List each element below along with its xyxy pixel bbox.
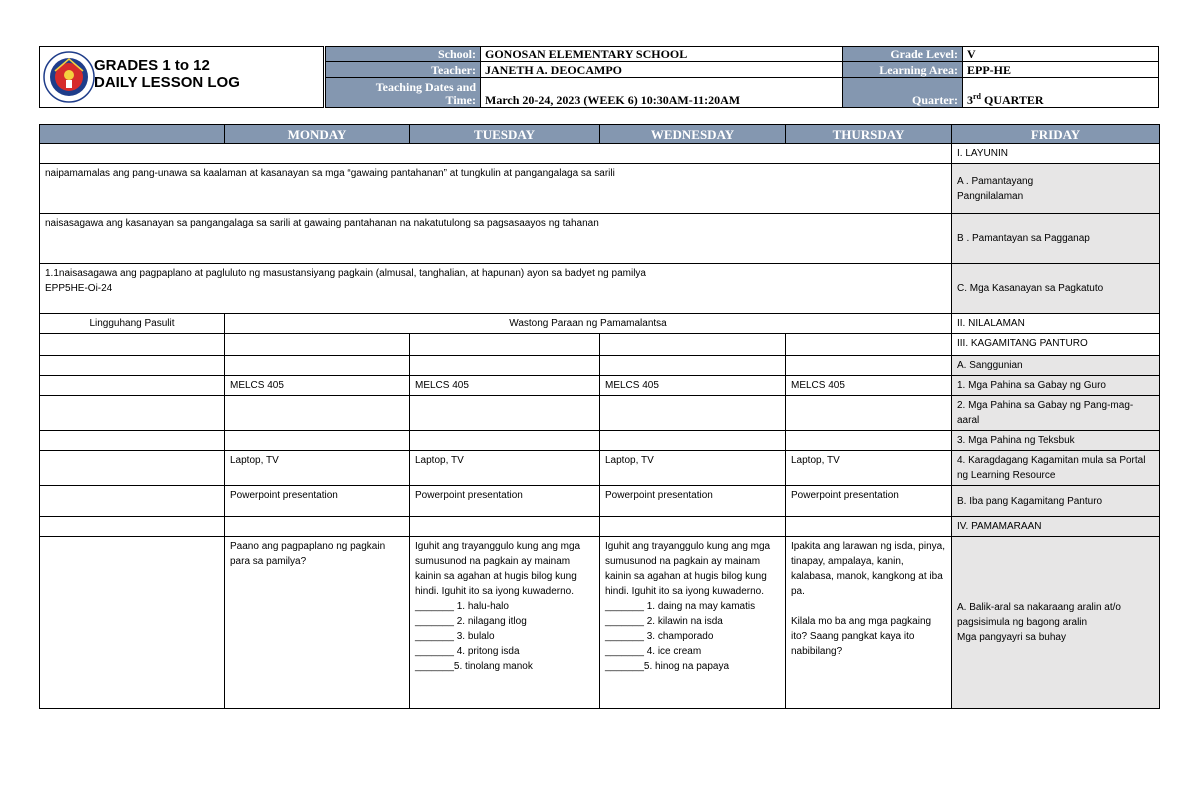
gabay-guro-label: 1. Mga Pahina sa Gabay ng Guro <box>952 376 1160 396</box>
day-wednesday: WEDNESDAY <box>600 125 786 144</box>
cell <box>410 431 600 451</box>
cell <box>225 517 410 537</box>
cell <box>40 376 225 396</box>
kagamitan-label: III. KAGAMITANG PANTURO <box>952 334 1160 356</box>
guro-monday: MELCS 405 <box>225 376 410 396</box>
kasanayan-text: 1.1naisasagawa ang pagpaplano at pagluluto ng masustansiyang pagkain (almusal, tanghalian, at hapunan) ayon sa badyet ng pamilya EPP5HE-Oi-24 <box>40 264 952 314</box>
cell <box>40 334 225 356</box>
cell <box>786 334 952 356</box>
lr-tuesday: Laptop, TV <box>410 451 600 486</box>
cell <box>40 396 225 431</box>
cell <box>40 537 225 709</box>
pamamaraan-label: IV. PAMAMARAAN <box>952 517 1160 537</box>
school-value: GONOSAN ELEMENTARY SCHOOL <box>481 47 843 62</box>
gabay-magaaral-row <box>40 396 1160 431</box>
form-title <box>94 57 240 91</box>
teaching-dates-value: March 20-24, 2023 (WEEK 6) 10:30AM-11:20AM <box>481 77 843 108</box>
form-title-line2: DAILY LESSON LOG <box>94 74 240 91</box>
balik-aral-label: A. Balik-aral sa nakaraang aralin at/o pagsisimula ng bagong aralin Mga pangyayri sa buhay <box>952 537 1160 709</box>
day-thursday: THURSDAY <box>786 125 952 144</box>
cell <box>600 356 786 376</box>
balik-aral-wednesday: Iguhit ang trayanggulo kung ang mga sumusunod na pagkain ay mainam kainin sa agahan at hugis bilog kung hindi. Iguhit ito sa iyong kuwaderno. _______ 1. daing na may kamatis _______ 2. kilawin na isda _______ 3. champorado _______ 4. ice cream _______5. hinog na papaya <box>600 537 786 709</box>
learning-resource-label: 4. Karagdagang Kagamitan mula sa Portal ng Learning Resource <box>952 451 1160 486</box>
balik-aral-tuesday: Iguhit ang trayanggulo kung ang mga sumusunod na pagkain ay mainam kainin sa agahan at hugis bilog kung hindi. Iguhit ito sa iyong kuwaderno. _______ 1. halu-halo _______ 2. nilagang itlog _______ 3. bulalo _______ 4. pritong isda _______5. tinolang manok <box>410 537 600 709</box>
cell <box>225 356 410 376</box>
cell <box>786 356 952 376</box>
iba-pang-kagamitan-row <box>40 486 1160 517</box>
day-tuesday: TUESDAY <box>410 125 600 144</box>
deped-seal-icon <box>43 51 95 103</box>
cell <box>410 396 600 431</box>
nilalaman-text: Wastong Paraan ng Pamamalantsa <box>225 314 952 334</box>
guro-tuesday: MELCS 405 <box>410 376 600 396</box>
school-label: School: <box>326 47 481 62</box>
learning-area-label: Learning Area: <box>843 62 963 77</box>
pamantayang-label: A . Pamantayang Pangnilalaman <box>952 164 1160 214</box>
nilalaman-row <box>40 314 1160 334</box>
quarter-value <box>963 77 1159 108</box>
quarter-label: Quarter: <box>843 77 963 108</box>
layunin-row <box>40 144 1160 164</box>
balik-aral-thursday: Ipakita ang larawan ng isda, pinya, tinapay, ampalaya, kanin, kalabasa, manok, kangkong at iba pa. Kilala mo ba ang mga pagkaing ito? Saang pangkat kaya ito nabibilang? <box>786 537 952 709</box>
teksbuk-row <box>40 431 1160 451</box>
pamantayang-text: naipamamalas ang pang-unawa sa kaalaman at kasanayan sa mga “gawaing pantahanan” at tungkulin at pangangalaga sa sarili <box>40 164 952 214</box>
teaching-dates-label-line1: Teaching Dates and <box>375 80 476 94</box>
quarter-number: 3 <box>967 93 973 107</box>
cell <box>600 396 786 431</box>
corner-cell <box>40 125 225 144</box>
cell <box>225 396 410 431</box>
day-header-row <box>40 125 1160 144</box>
quarter-suffix: rd <box>973 92 981 101</box>
quarter-text: QUARTER <box>981 93 1044 107</box>
grade-level-label: Grade Level: <box>843 47 963 62</box>
layunin-blank <box>40 144 952 164</box>
cell <box>40 451 225 486</box>
iba-thursday: Powerpoint presentation <box>786 486 952 517</box>
learning-resource-row <box>40 451 1160 486</box>
pagganap-row <box>40 214 1160 264</box>
cell <box>225 431 410 451</box>
lesson-log-table <box>39 124 1160 709</box>
cell <box>40 356 225 376</box>
lr-thursday: Laptop, TV <box>786 451 952 486</box>
pamamaraan-row <box>40 517 1160 537</box>
cell <box>786 431 952 451</box>
cell <box>786 517 952 537</box>
iba-wednesday: Powerpoint presentation <box>600 486 786 517</box>
cell <box>410 356 600 376</box>
form-title-line1: GRADES 1 to 12 <box>94 57 210 74</box>
learning-area-value: EPP-HE <box>963 62 1159 77</box>
guro-thursday: MELCS 405 <box>786 376 952 396</box>
iba-monday: Powerpoint presentation <box>225 486 410 517</box>
gabay-guro-row <box>40 376 1160 396</box>
nilalaman-label: II. NILALAMAN <box>952 314 1160 334</box>
balik-aral-monday: Paano ang pagpaplano ng pagkain para sa pamilya? <box>225 537 410 709</box>
teksbuk-label: 3. Mga Pahina ng Teksbuk <box>952 431 1160 451</box>
teacher-label: Teacher: <box>326 62 481 77</box>
cell <box>600 431 786 451</box>
cell <box>40 431 225 451</box>
teaching-dates-label <box>326 77 481 108</box>
lr-monday: Laptop, TV <box>225 451 410 486</box>
cell <box>410 517 600 537</box>
nilalaman-monday: Lingguhang Pasulit <box>40 314 225 334</box>
kasanayan-label: C. Mga Kasanayan sa Pagkatuto <box>952 264 1160 314</box>
cell <box>225 334 410 356</box>
header-info-table <box>325 46 1159 108</box>
guro-wednesday: MELCS 405 <box>600 376 786 396</box>
day-monday: MONDAY <box>225 125 410 144</box>
pamantayang-row <box>40 164 1160 214</box>
sanggunian-label: A. Sanggunian <box>952 356 1160 376</box>
cell <box>40 486 225 517</box>
grade-level-value: V <box>963 47 1159 62</box>
cell <box>786 396 952 431</box>
gabay-magaaral-label: 2. Mga Pahina sa Gabay ng Pang-mag-aaral <box>952 396 1160 431</box>
sanggunian-row <box>40 356 1160 376</box>
teaching-dates-label-line2: Time: <box>445 93 476 107</box>
pagganap-label: B . Pamantayan sa Pagganap <box>952 214 1160 264</box>
layunin-label: I. LAYUNIN <box>952 144 1160 164</box>
header-title-block <box>39 46 324 108</box>
day-friday: FRIDAY <box>952 125 1160 144</box>
cell <box>40 517 225 537</box>
iba-pang-kagamitan-label: B. Iba pang Kagamitang Panturo <box>952 486 1160 517</box>
kasanayan-row <box>40 264 1160 314</box>
cell <box>600 517 786 537</box>
lr-wednesday: Laptop, TV <box>600 451 786 486</box>
teacher-value: JANETH A. DEOCAMPO <box>481 62 843 77</box>
cell <box>410 334 600 356</box>
cell <box>600 334 786 356</box>
balik-aral-row <box>40 537 1160 709</box>
pagganap-text: naisasagawa ang kasanayan sa pangangalaga sa sarili at gawaing pantahanan na nakatutulong sa pagsasaayos ng tahanan <box>40 214 952 264</box>
kagamitan-row <box>40 334 1160 356</box>
iba-tuesday: Powerpoint presentation <box>410 486 600 517</box>
